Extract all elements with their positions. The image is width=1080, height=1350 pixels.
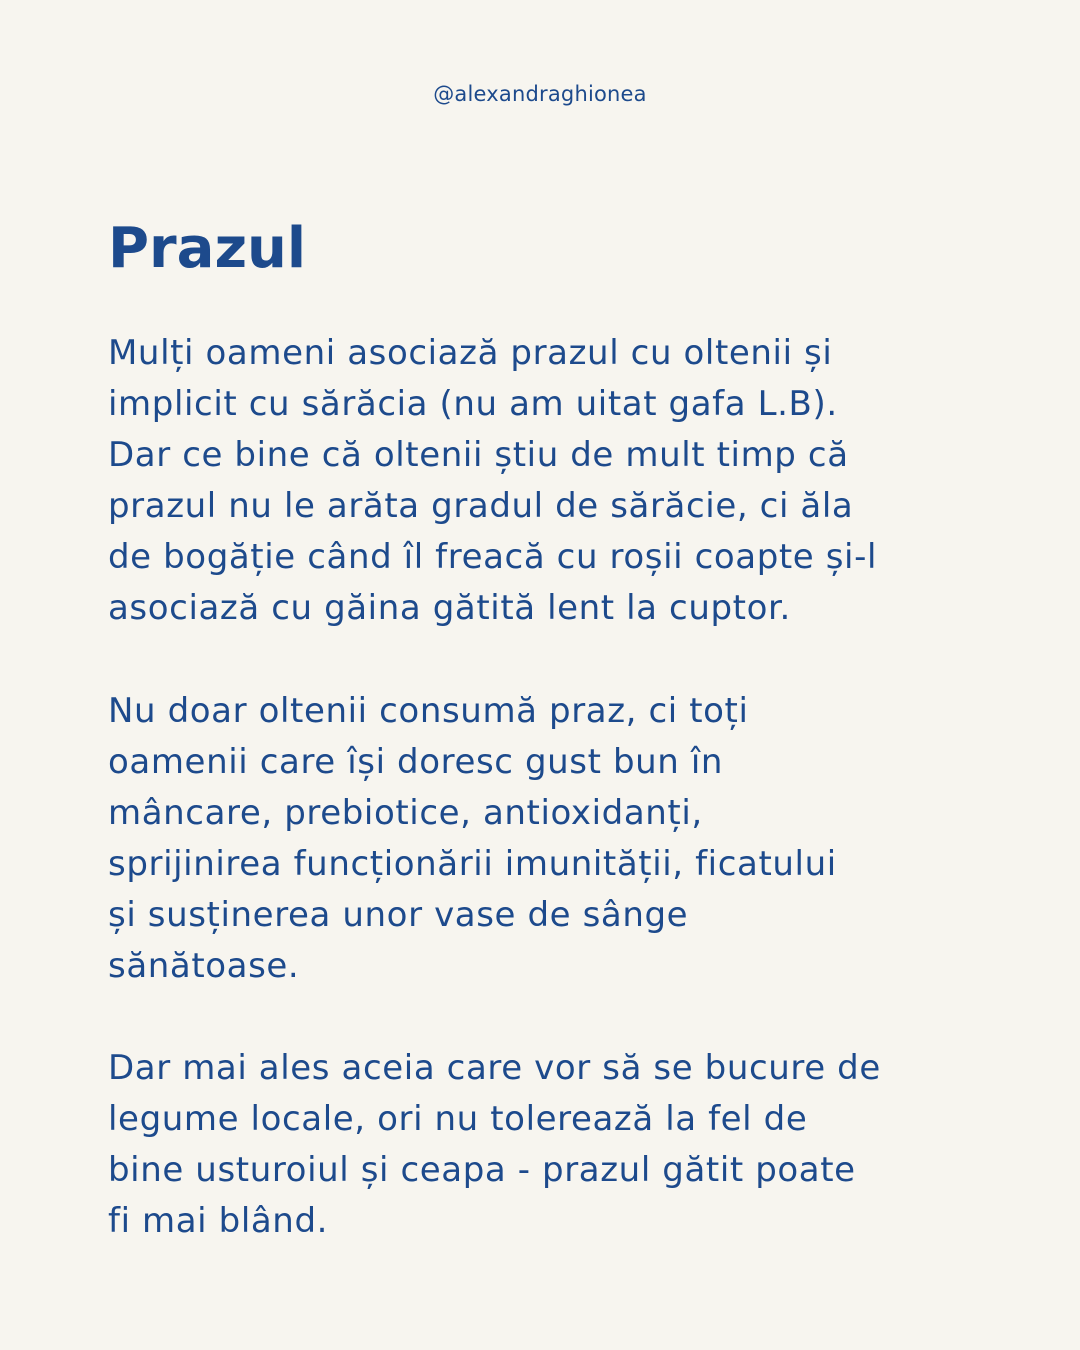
author-handle: @alexandraghionea	[433, 82, 647, 106]
paragraph-line: Dar ce bine că oltenii știu de mult timp că	[108, 435, 849, 475]
paragraph-line: bine usturoiul și ceapa - prazul gătit poate	[108, 1150, 856, 1190]
paragraph-line: Dar mai ales aceia care vor să se bucure de	[108, 1048, 881, 1088]
paragraph-line: Mulți oameni asociază prazul cu oltenii și	[108, 333, 833, 373]
paragraph-line: fi mai blând.	[108, 1201, 329, 1241]
paragraph-line: legume locale, ori nu tolerează la fel de	[108, 1099, 808, 1139]
paragraph-2	[108, 686, 1008, 992]
paragraph-line: și susținerea unor vase de sânge	[108, 895, 689, 935]
paragraph-line: sănătoase.	[108, 946, 300, 986]
paragraph-line: implicit cu sărăcia (nu am uitat gafa L.B).	[108, 384, 838, 424]
paragraph-line: oamenii care își doresc gust bun în	[108, 742, 724, 782]
paragraph-line: asociază cu găina gătită lent la cuptor.	[108, 588, 791, 628]
paragraph-1	[108, 328, 1008, 634]
paragraph-line: de bogăție când îl freacă cu roșii coapte și-l	[108, 537, 878, 577]
paragraph-line: sprijinirea funcționării imunității, ficatului	[108, 844, 837, 884]
paragraph-line: mâncare, prebiotice, antioxidanți,	[108, 793, 703, 833]
paragraph-line: Nu doar oltenii consumă praz, ci toți	[108, 691, 749, 731]
page-title: Prazul	[108, 216, 307, 281]
paragraph-3	[108, 1043, 1008, 1247]
paragraph-line: prazul nu le arăta gradul de sărăcie, ci ăla	[108, 486, 854, 526]
